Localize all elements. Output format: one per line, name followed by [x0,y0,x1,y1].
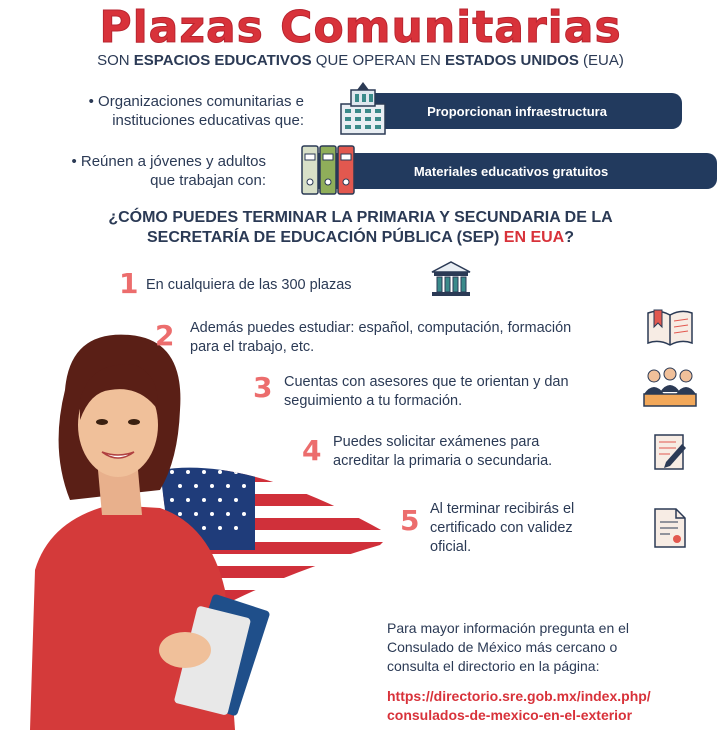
step-number: 5 [400,504,420,537]
book-icon [645,307,695,347]
section-question: ¿CÓMO PUEDES TERMINAR LA PRIMARIA Y SECUNDARIA DE LA SECRETARÍA DE EDUCACIÓN PÚBLICA (SEP) EN EUA? [108,209,613,246]
step-text: Cuentas con asesores que te orientan y dan seguimiento a tu formación. [284,374,569,409]
step-number: 2 [155,319,175,352]
step-number: 1 [119,267,139,300]
step-number: 4 [302,434,322,467]
step-number: 3 [253,371,273,404]
building-icon [337,80,389,136]
exam-icon [652,432,688,472]
step-text: Además puedes estudiar: español, computación, formación para el trabajo, etc. [190,320,572,355]
pill-materiales: Materiales educativos gratuitos [305,153,717,189]
certificate-icon [652,506,688,550]
info-text: Para mayor información pregunta en el Consulado de México más cercano o consulta el directorio en la página: [387,620,630,674]
pill-infraestructura: Proporcionan infraestructura [352,93,682,129]
bullet-materials: • Reúnen a jóvenes y adultos que trabajan con: [71,153,266,189]
institution-icon [430,260,472,298]
directory-link[interactable]: https://directorio.sre.gob.mx/index.php/ consulados-de-mexico-en-el-exterior [387,688,651,723]
binders-icon [300,142,356,198]
page-title: Plazas Comunitarias [99,2,622,53]
step-text: Al terminar recibirás el certificado con validez oficial. [430,501,575,555]
page-subtitle: SON ESPACIOS EDUCATIVOS QUE OPERAN EN ESTADOS UNIDOS (EUA) [97,52,624,69]
advisors-icon [640,366,700,410]
step-text: Puedes solicitar exámenes para acreditar la primaria o secundaria. [333,434,553,469]
step-text: En cualquiera de las 300 plazas [146,277,352,293]
bullet-organizations: • Organizaciones comunitarias e instituciones educativas que: [88,93,304,129]
